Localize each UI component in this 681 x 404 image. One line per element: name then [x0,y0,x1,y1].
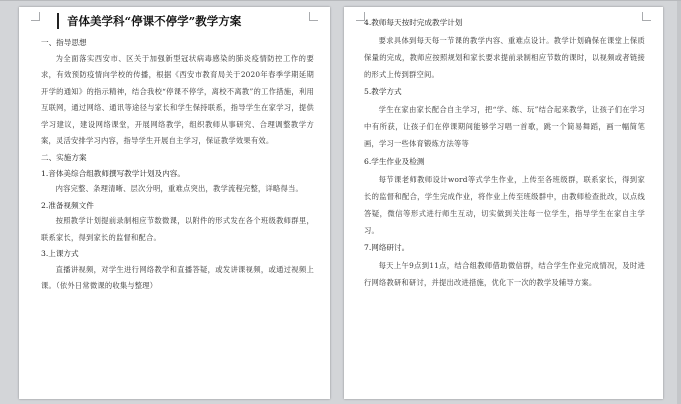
paragraph: 要求具体到每天每一节课的教学内容、重难点设计。教学计划确保在课堂上保质保量的完成，教师应按照规划和家长要求提前录制相应节数的课时，以视频或者链接的形式上传到群空间。 [364,36,645,80]
section-heading: 3.上课方式 [41,249,79,259]
section-heading: 1.音体美综合组教师撰写教学计划及内容。 [41,168,185,178]
paragraph: 每节课老师教师设计word等式学生作业，上传至各班级群，联系家长，得到家长的监督和配合，学生完成作业，将作业上传至班级群中，由教师检查批改，以点线答疑，微信等形式进行师生互动，切实做到关注每一位学生，指导学生在家自主学习。 [364,174,645,235]
section-heading: 4.教师每天按时完成教学计划 [364,18,463,27]
paragraph: 直播讲视频，对学生进行网络教学和直播答疑，或发讲课视频，或通过视频上课。（依外日常微课的收集与整理） [41,264,314,291]
section-heading: 6.学生作业及检测 [364,156,425,166]
page-corner-mark [31,12,40,21]
section-heading: 二、实施方案 [41,153,87,163]
paragraph: 内容完整、条理清晰、层次分明，重难点突出，教学流程完整，详略得当。 [55,184,303,194]
document-title: 音体美学科“停课不停学”教学方案 [57,13,314,29]
document-page-right [344,7,663,399]
page-content [364,14,645,291]
section-heading: 5.教学方式 [364,87,402,97]
paragraph: 每天上午9点到11点，结合组教师借助微信群，结合学生作业完成情况，及时进行网络教研和研讨，并提出改进措施，优化下一次的教学及辅导方案。 [364,260,645,288]
paragraph: 为全面落实西安市、区关于加强新型冠状病毒感染的肺炎疫情防控工作的要求，有效预防疫情向学校的传播，根据《西安市教育局关于2020年春季学期延期开学的通知》的指示精神，结合我校“停课不停学，离校不离教”的工作措施，利用互联网，通过网络、通讯等途径与家长和学生保持联系，指导学生在家学习，提供学习建议，建设网络课堂，开展网络教学，组织教师从事研究、合理调整教学方案，灵活安排学习内容，指导学生开展自主学习，保证教学效果有效。 [41,53,314,146]
paragraph: 按照教学计划提前录制相应节数微课，以附件的形式发在各个班级教师群里，联系家长，得到家长的监督和配合。 [41,216,314,242]
section-heading: 一、指导思想 [41,38,87,47]
vertical-scrollbar[interactable] [677,1,681,404]
page-content [41,13,314,295]
section-heading: 7.网络研讨。 [364,242,410,252]
document-page-left [19,7,330,399]
section-heading: 2.准备视频文件 [41,200,94,210]
paragraph: 学生在家由家长配合自主学习，把“学、练、玩”结合起来教学，让孩子们在学习中有所获，让孩子们在停课期间能够学习唱一首歌，跳一个简易舞蹈，画一幅简笔画，学习一些体育锻炼方法等等 [364,105,645,149]
